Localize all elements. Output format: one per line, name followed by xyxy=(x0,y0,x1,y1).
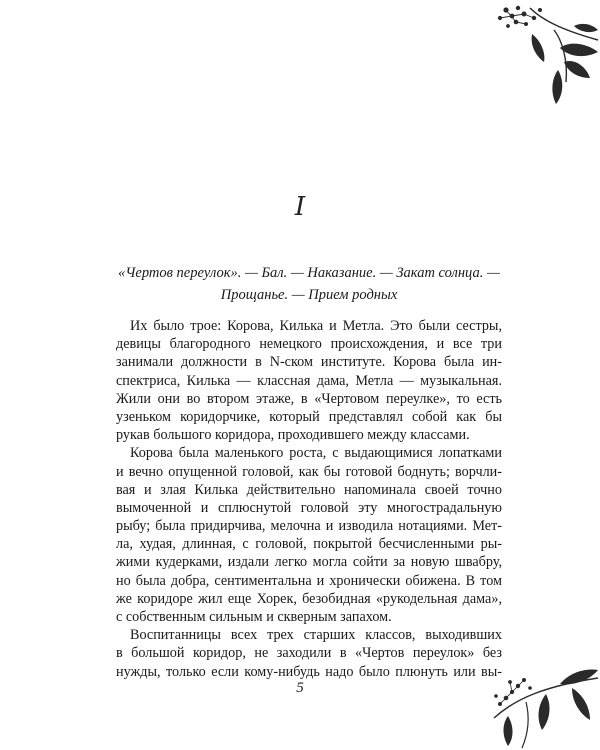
floral-ornament-bottom-icon xyxy=(486,658,600,750)
body-text-line: с собственным сильным и скверным запахом. xyxy=(116,609,392,625)
body-text-line: ла, худая, длинная, с головой, покрытой бесчисленными ры- xyxy=(116,536,502,553)
body-text-line: Корова была маленького роста, с выдающимися лопатками xyxy=(130,445,502,462)
body-text-line: вымоченной и сплюснутой головой эту многострадальную xyxy=(116,499,502,516)
body-text-line: в большой коридор, не заходили в «Чертов переулок» без xyxy=(116,645,502,662)
body-text-line: нужды, только если кому-нибудь надо было плюнуть или вы- xyxy=(116,663,502,680)
body-text-line: Воспитанницы всех трех старших классов, выходивших xyxy=(130,627,502,644)
body-text-line: рыбу; была придирчива, мелочна и изводила нотациями. Мет- xyxy=(116,518,502,535)
body-text-line: и вечно опущенной головой, как бы готовой боднуть; ворчли- xyxy=(116,463,502,480)
body-text-line: узеньком коридорчике, который представлял собой как бы xyxy=(116,408,502,425)
page-number: 5 xyxy=(296,680,304,696)
body-text-line: девицы благородного немецкого происхождения, и все три xyxy=(116,336,502,353)
body-text-line: же коридоре жил еще Хорек, безобидная «рукодельная дама», xyxy=(116,590,502,607)
body-text-line: вая и злая Килька действительно напоминала своей точно xyxy=(116,481,502,498)
body-text-line: жими кудерками, издали легко могла сойти за новую швабру, xyxy=(116,554,502,571)
body-text-line: занимали должности в N-ском институте. Корова была ин- xyxy=(116,354,502,371)
epigraph-line: «Чертов переулок». — Бал. — Наказание. — Закат солнца. — xyxy=(118,265,500,281)
epigraph-line: Прощанье. — Прием родных xyxy=(220,287,398,303)
body-text-line: рукав большого коридора, проходившего между классами. xyxy=(116,427,470,444)
body-text-line: спектриса, Килька — классная дама, Метла — музыкальная. xyxy=(116,372,502,389)
body-text-line: Их было трое: Корова, Килька и Метла. Это были сестры, xyxy=(130,318,502,334)
body-text-line: но была добра, сентиментальна и хронически обижена. В том xyxy=(116,572,502,589)
chapter-epigraph xyxy=(114,262,504,306)
chapter-numeral: I xyxy=(294,192,306,222)
floral-ornament-top-icon xyxy=(470,0,600,110)
body-text-line: Жили они во втором этаже, в «Чертовом переулке», то есть xyxy=(116,390,502,407)
body-text xyxy=(116,317,502,681)
